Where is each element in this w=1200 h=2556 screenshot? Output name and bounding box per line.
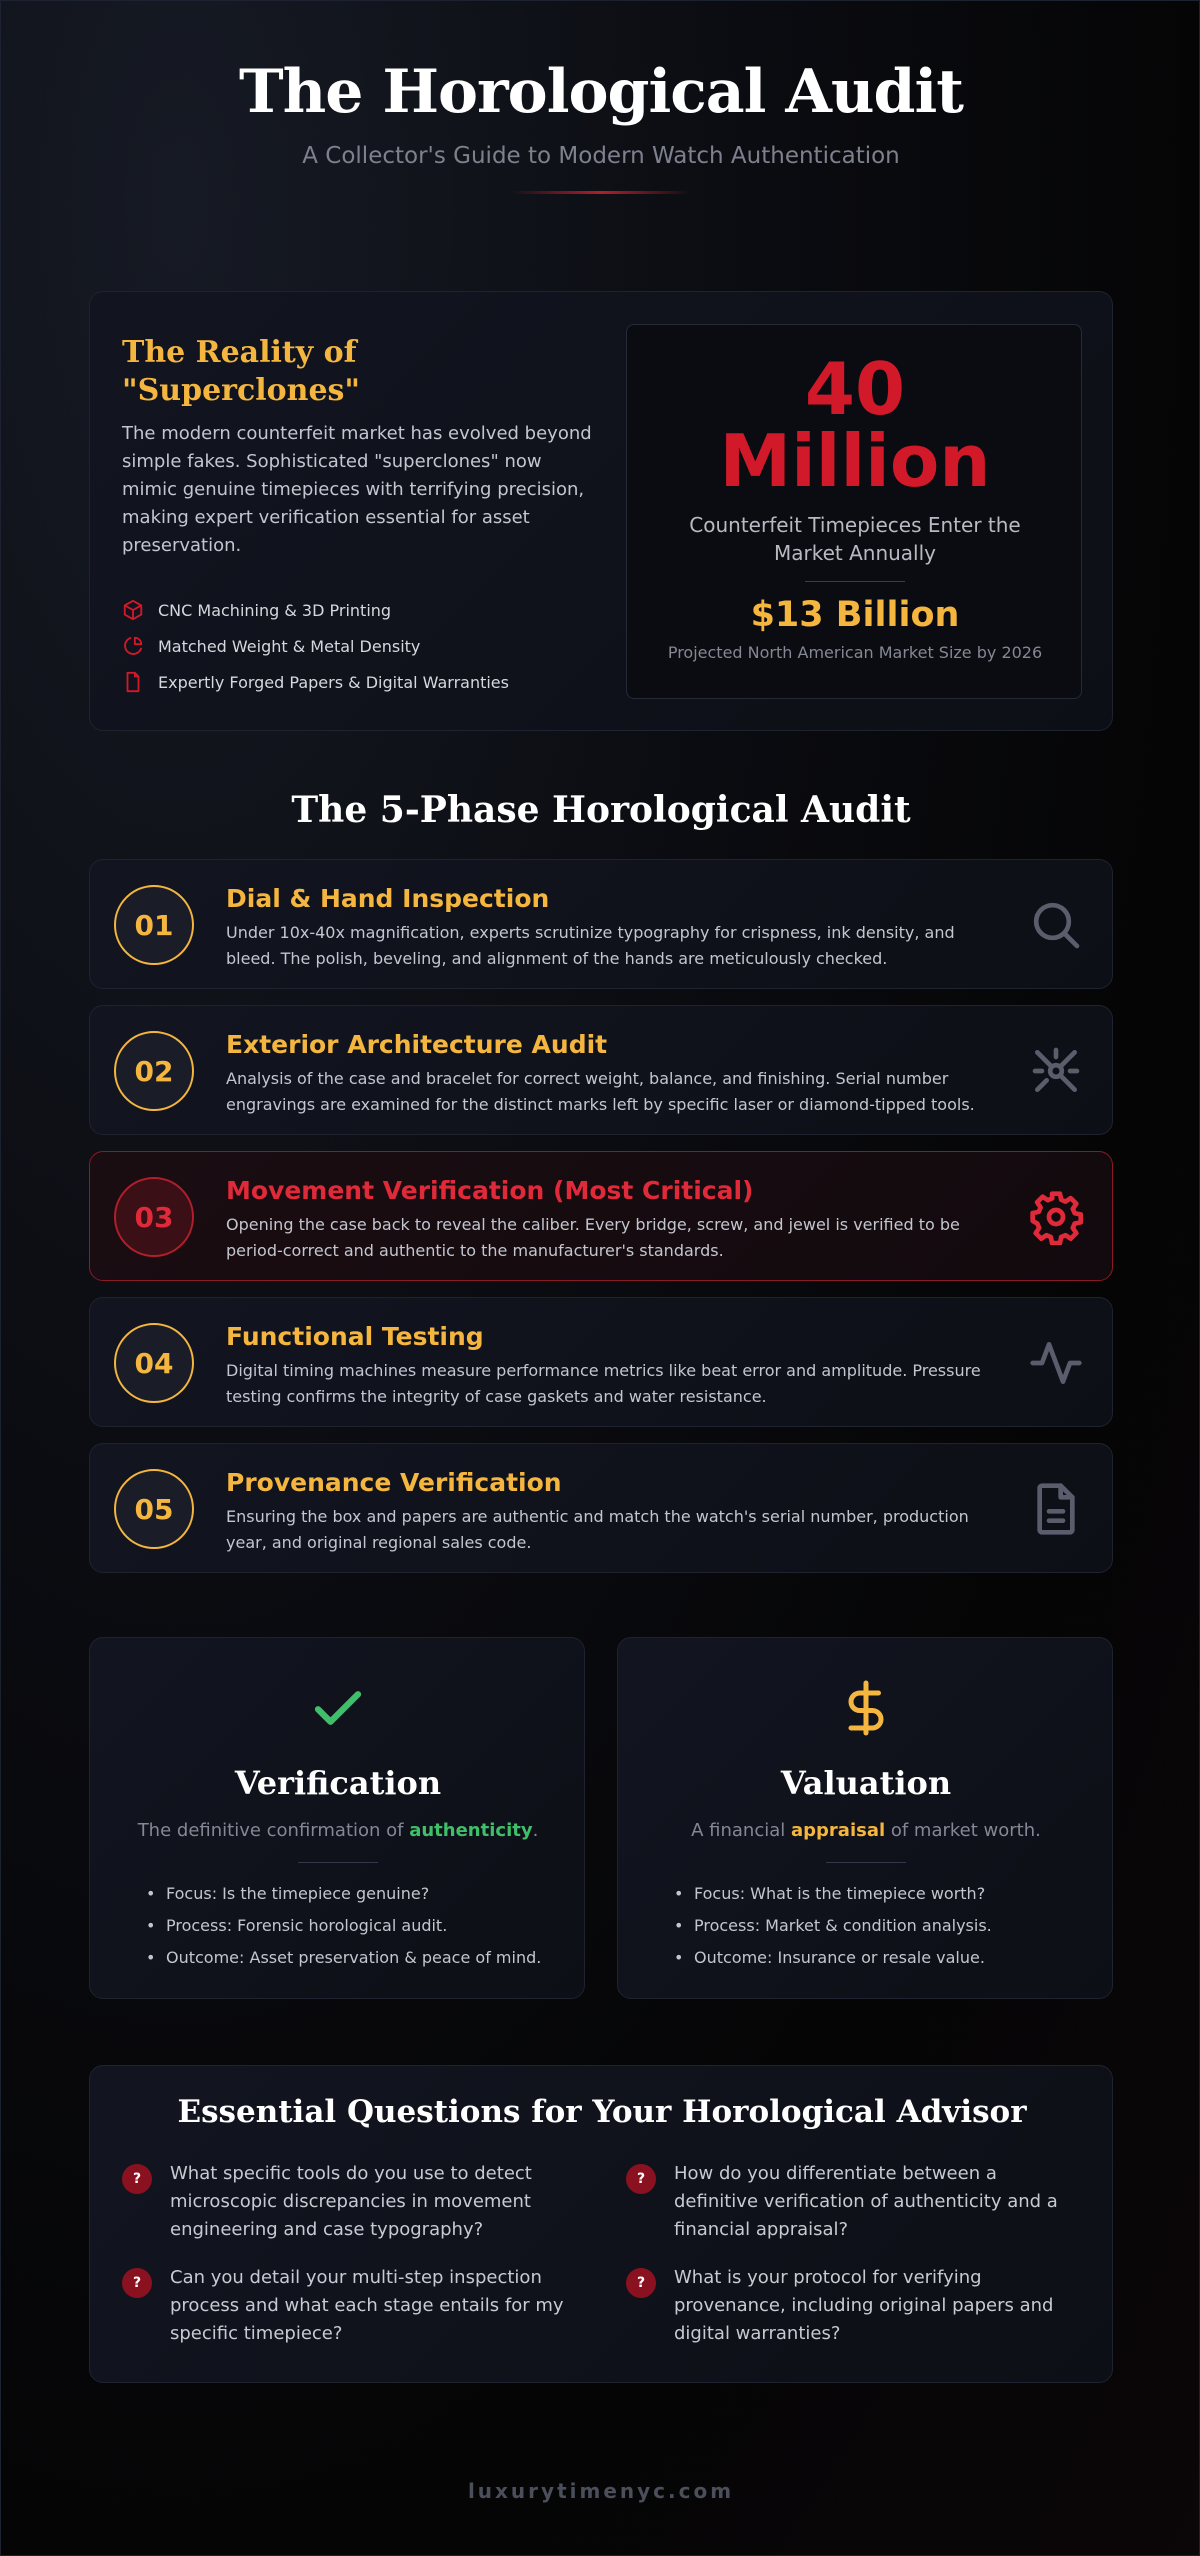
valuation-divider xyxy=(826,1862,906,1863)
page-subtitle: A Collector's Guide to Modern Watch Authentication xyxy=(302,143,900,169)
phase-number: 03 xyxy=(114,1177,194,1257)
question-text: What specific tools do you use to detect microscopic discrepancies in movement engineering and case typography? xyxy=(170,2163,532,2240)
list-item: • Outcome: Asset preservation & peace of mind. xyxy=(142,1942,562,1974)
checkmark-icon xyxy=(308,1678,368,1738)
file-text-icon xyxy=(1028,1481,1084,1537)
market-size-value: $13 Billion xyxy=(750,595,960,635)
tagline-text: of market worth. xyxy=(885,1820,1041,1841)
phase-description: Analysis of the case and bracelet for correct weight, balance, and finishing. Serial number engravings are examined for the distinct marks left by specific laser or diamond-tipped tools. xyxy=(226,1069,975,1114)
phase-description: Digital timing machines measure performance metrics like beat error and amplitude. Pressure testing confirms the integrity of case gaskets and water resistance. xyxy=(226,1361,981,1406)
phase-card-3 xyxy=(89,1151,1113,1281)
dollar-icon xyxy=(836,1678,896,1738)
tagline-text: The definitive confirmation of xyxy=(137,1820,410,1841)
valuation-list xyxy=(670,1878,1090,1974)
list-item: • Outcome: Insurance or resale value. xyxy=(670,1942,1090,1974)
phase-number: 05 xyxy=(114,1469,194,1549)
valuation-tagline xyxy=(618,1820,1114,1841)
gear-icon xyxy=(1028,1189,1084,1245)
phase-number: 02 xyxy=(114,1031,194,1111)
question-text: How do you differentiate between a definitive verification of authenticity and a financial appraisal? xyxy=(674,2163,1058,2240)
document-icon xyxy=(122,671,144,693)
feature-item xyxy=(122,592,592,628)
tagline-highlight: authenticity xyxy=(409,1820,533,1841)
market-size-caption: Projected North American Market Size by 2026 xyxy=(667,643,1043,662)
stat-divider xyxy=(805,581,905,582)
phase-title: Dial & Hand Inspection xyxy=(226,884,550,913)
footer-website-link[interactable]: luxurytimenyc.com xyxy=(467,2479,735,2503)
phase-description: Ensuring the box and papers are authentic and match the watch's serial number, production year, and original regional sales code. xyxy=(226,1507,969,1552)
stat-value-line2: Million xyxy=(719,419,991,503)
phase-card-1 xyxy=(89,859,1113,989)
stat-value-line1: 40 xyxy=(804,347,906,431)
superclones-card xyxy=(89,291,1113,731)
feature-label: Expertly Forged Papers & Digital Warranties xyxy=(158,672,509,692)
tagline-text: . xyxy=(532,1820,539,1841)
phase-card-4 xyxy=(89,1297,1113,1427)
valuation-card xyxy=(617,1637,1113,1999)
question-text: What is your protocol for verifying provenance, including original papers and digital warranties? xyxy=(674,2267,1054,2344)
phase-title: Movement Verification (Most Critical) xyxy=(226,1176,754,1205)
list-item: • Process: Market & condition analysis. xyxy=(670,1910,1090,1942)
question-mark-icon: ? xyxy=(626,2268,656,2298)
list-item: • Focus: What is the timepiece worth? xyxy=(670,1878,1090,1910)
tools-icon xyxy=(1028,1043,1084,1099)
phase-description: Under 10x-40x magnification, experts scrutinize typography for crispness, ink density, and bleed. The polish, beveling, and alignment of the hands are meticulously checked. xyxy=(226,923,955,968)
question-mark-icon: ? xyxy=(122,2268,152,2298)
feature-item xyxy=(122,664,592,700)
superclones-description: The modern counterfeit market has evolved beyond simple fakes. Sophisticated "superclones" now mimic genuine timepieces with terrifying precision, making expert verification essential for asset preservation. xyxy=(122,423,592,556)
list-item: • Focus: Is the timepiece genuine? xyxy=(142,1878,562,1910)
verification-card xyxy=(89,1637,585,1999)
phase-title: Exterior Architecture Audit xyxy=(226,1030,608,1059)
list-item: • Process: Forensic horological audit. xyxy=(142,1910,562,1942)
feature-label: Matched Weight & Metal Density xyxy=(158,636,421,656)
valuation-title: Valuation xyxy=(780,1764,952,1802)
phases-section-title: The 5-Phase Horological Audit xyxy=(291,789,911,831)
pie-chart-icon xyxy=(122,635,144,657)
pulse-icon xyxy=(1028,1335,1084,1391)
phase-card-5 xyxy=(89,1443,1113,1573)
phase-title: Provenance Verification xyxy=(226,1468,562,1497)
superclones-feature-list xyxy=(122,592,592,700)
cube-icon xyxy=(122,599,144,621)
verification-tagline xyxy=(90,1820,586,1841)
counterfeit-stat-value xyxy=(627,347,1083,503)
verification-title: Verification xyxy=(234,1764,442,1802)
magnifier-icon xyxy=(1028,897,1084,953)
verification-divider xyxy=(298,1862,378,1863)
phase-title: Functional Testing xyxy=(226,1322,484,1351)
feature-label: CNC Machining & 3D Printing xyxy=(158,600,392,620)
counterfeit-stat-caption: Counterfeit Timepieces Enter the Market Annually xyxy=(689,513,1021,565)
phase-number: 01 xyxy=(114,885,194,965)
advisor-questions-card xyxy=(89,2065,1113,2383)
page-title: The Horological Audit xyxy=(239,57,963,127)
title-divider xyxy=(511,191,691,194)
superclones-title: The Reality of "Superclones" xyxy=(122,335,361,408)
verification-list xyxy=(142,1878,562,1974)
questions-title: Essential Questions for Your Horological Advisor xyxy=(177,2094,1027,2130)
question-mark-icon: ? xyxy=(122,2164,152,2194)
phase-number: 04 xyxy=(114,1323,194,1403)
question-text: Can you detail your multi-step inspection process and what each stage entails for my specific timepiece? xyxy=(170,2267,564,2344)
question-mark-icon: ? xyxy=(626,2164,656,2194)
tagline-text: A financial xyxy=(691,1820,791,1841)
tagline-highlight: appraisal xyxy=(791,1820,886,1841)
feature-item xyxy=(122,628,592,664)
counterfeit-stat-box xyxy=(626,324,1082,699)
phase-description: Opening the case back to reveal the caliber. Every bridge, screw, and jewel is verified to be period-correct and authentic to the manufacturer's standards. xyxy=(226,1215,960,1260)
phase-card-2 xyxy=(89,1005,1113,1135)
